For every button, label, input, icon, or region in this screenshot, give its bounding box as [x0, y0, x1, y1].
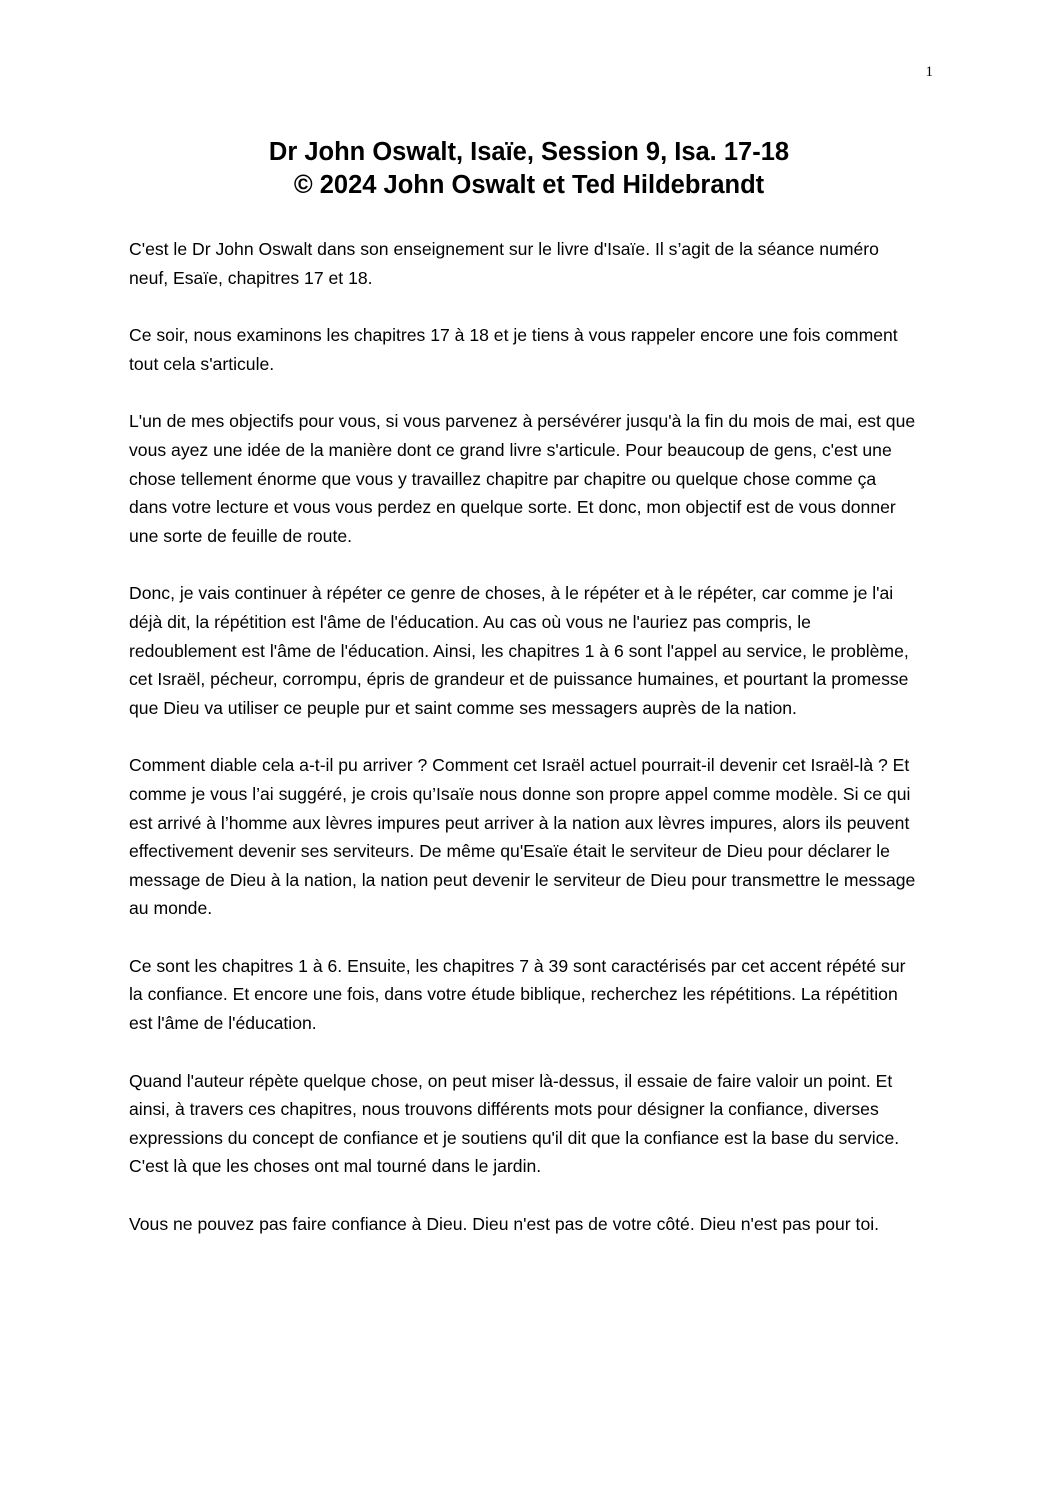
paragraph-4: Donc, je vais continuer à répéter ce genre de choses, à le répéter et à le répéter, car comme je l'ai déjà dit, la répétition est l'âme de l'éducation. Au cas où vous ne l'auriez pas compris, le redoublement est l'âme de l'éducation. Ainsi, les chapitres 1 à 6 sont l'appel au service, le problème, cet Israël, pécheur, corrompu, épris de grandeur et de puissance humaines, et pourtant la promesse que Dieu va utiliser ce peuple pur et saint comme ses messagers auprès de la nation. [129, 583, 909, 718]
paragraph-7: Quand l'auteur répète quelque chose, on peut miser là-dessus, il essaie de faire valoir un point. Et ainsi, à travers ces chapitres, nous trouvons différents mots pour désigner la confiance, diverses expressions du concept de confiance et je soutiens qu'il dit que la confiance est la base du service. C'est là que les choses ont mal tourné dans le jardin. [129, 1070, 900, 1177]
title-line-2: © 2024 John Oswalt et Ted Hildebrandt [293, 171, 765, 199]
paragraph-8: Vous ne pouvez pas faire confiance à Dieu. Dieu n'est pas de votre côté. Dieu n'est pas pour toi. [129, 1214, 880, 1235]
paragraph-6: Ce sont les chapitres 1 à 6. Ensuite, les chapitres 7 à 39 sont caractérisés par cet accent répété sur la confiance. Et encore une fois, dans votre étude biblique, recherchez les répétitions. La répétition est l'âme de l'éducation. [129, 955, 906, 1034]
paragraph-1: C'est le Dr John Oswalt dans son enseignement sur le livre d'Isaïe. Il s’agit de la séance numéro neuf, Esaïe, chapitres 17 et 18. [129, 239, 879, 288]
paragraph-2: Ce soir, nous examinons les chapitres 17 à 18 et je tiens à vous rappeler encore une fois comment tout cela s'articule. [129, 325, 898, 374]
page-number: 1 [925, 64, 933, 80]
document-body [129, 235, 919, 1268]
paragraph-3: L'un de mes objectifs pour vous, si vous parvenez à persévérer jusqu'à la fin du mois de mai, est que vous ayez une idée de la manière dont ce grand livre s'articule. Pour beaucoup de gens, c'est une chose tellement énorme que vous y travaillez chapitre par chapitre ou quelque chose comme ça dans votre lecture et vous vous perdez en quelque sorte. Et donc, mon objectif est de vous donner une sorte de feuille de route. [129, 411, 916, 546]
title-line-1: Dr John Oswalt, Isaïe, Session 9, Isa. 17-18 [268, 138, 790, 166]
paragraph-5: Comment diable cela a-t-il pu arriver ? Comment cet Israël actuel pourrait-il devenir cet Israël-là ? Et comme je vous l’ai suggéré, je crois qu’Isaïe nous donne son propre appel comme modèle. Si ce qui est arrivé à l’homme aux lèvres impures peut arriver à la nation aux lèvres impures, alors ils peuvent effectivement devenir ses serviteurs. De même qu'Esaïe était le serviteur de Dieu pour déclarer le message de Dieu à la nation, la nation peut devenir le serviteur de Dieu pour transmettre le message au monde. [129, 755, 916, 919]
document-title [0, 136, 1058, 202]
